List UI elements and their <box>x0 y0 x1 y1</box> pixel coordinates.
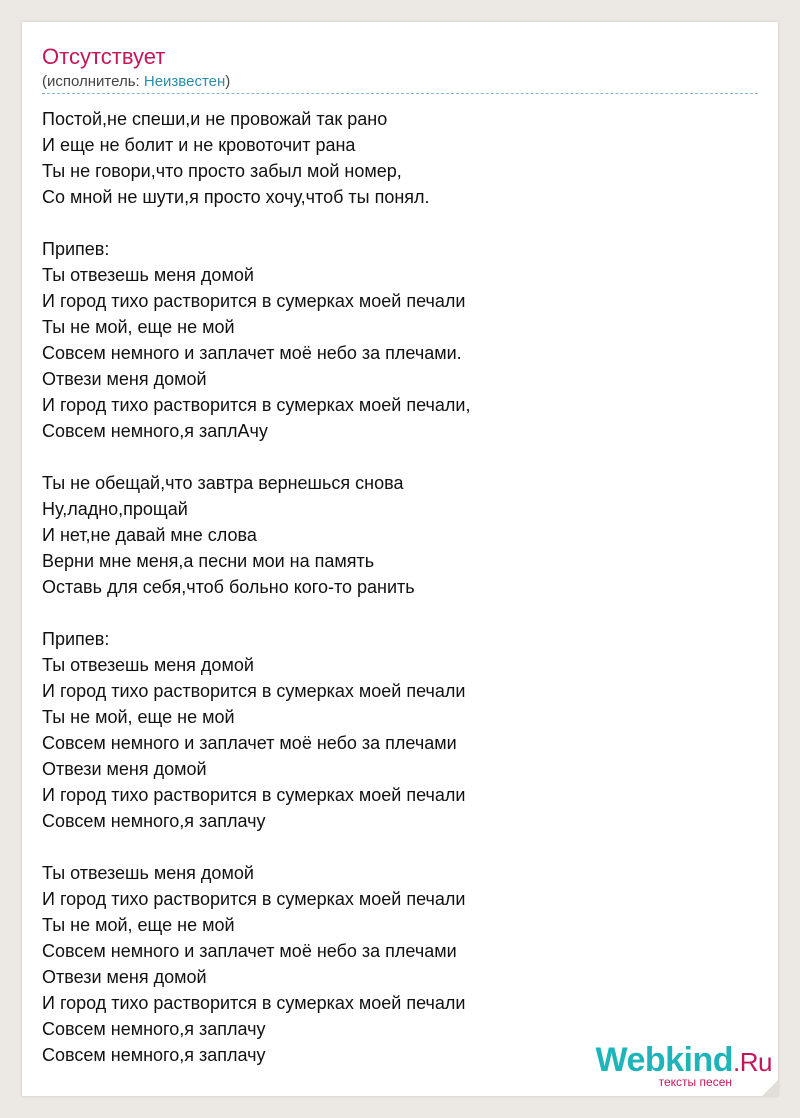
lyric-line: Ты отвезешь меня домой <box>42 863 254 883</box>
lyric-line: И нет,не давай мне слова <box>42 525 257 545</box>
artist-link[interactable]: Неизвестен <box>143 73 226 90</box>
lyric-line: И город тихо растворится в сумерках моей печали, <box>42 395 471 415</box>
lyric-line: Совсем немного,я заплачу <box>42 1019 266 1039</box>
lyric-line: Совсем немного и заплачет моё небо за плечами <box>42 941 457 961</box>
lyric-line: И еще не болит и не кровоточит рана <box>42 135 356 155</box>
lyric-line: Ты отвезешь меня домой <box>42 655 254 675</box>
lyrics-body <box>42 106 758 1068</box>
lyrics-page <box>22 22 778 1096</box>
brand-tld: .Ru <box>733 1047 772 1077</box>
lyric-line: Ты не мой, еще не мой <box>42 707 235 727</box>
lyric-line: Верни мне меня,а песни мои на память <box>42 551 375 571</box>
lyric-line: Совсем немного,я заплачу <box>42 811 266 831</box>
header-divider <box>42 93 758 94</box>
artist-line <box>42 73 230 91</box>
song-title: Отсутствует <box>42 44 166 69</box>
brand-tagline: тексты песен <box>658 1075 732 1089</box>
lyric-line: Совсем немного,я заплачу <box>42 1045 266 1065</box>
lyric-line: Совсем немного и заплачет моё небо за плечами. <box>42 343 462 363</box>
lyric-line: И город тихо растворится в сумерках моей печали <box>42 681 466 701</box>
stanza-gap <box>42 210 758 236</box>
lyric-line: Совсем немного,я заплАчу <box>42 421 268 441</box>
lyric-line: Отвези меня домой <box>42 759 207 779</box>
lyric-line: Со мной не шути,я просто хочу,чтоб ты понял. <box>42 187 430 207</box>
lyric-line: Отвези меня домой <box>42 967 207 987</box>
brand-name: Webkind <box>595 1041 734 1079</box>
lyric-line: Совсем немного и заплачет моё небо за плечами <box>42 733 457 753</box>
lyric-line: И город тихо растворится в сумерках моей печали <box>42 993 466 1013</box>
lyric-line: Ты не мой, еще не мой <box>42 915 235 935</box>
lyric-line: Ты не говори,что просто забыл мой номер, <box>42 161 402 181</box>
lyric-line: Отвези меня домой <box>42 369 207 389</box>
lyric-line: И город тихо растворится в сумерках моей печали <box>42 889 466 909</box>
lyric-line: Припев: <box>42 239 110 259</box>
lyric-line: Постой,не спеши,и не провожай так рано <box>42 109 388 129</box>
stanza-gap <box>42 444 758 470</box>
stanza-gap <box>42 834 758 860</box>
artist-suffix: ) <box>225 73 231 90</box>
page-curl-corner <box>762 1080 778 1096</box>
lyric-line: Ты не обещай,что завтра вернешься снова <box>42 473 404 493</box>
lyric-line: И город тихо растворится в сумерках моей печали <box>42 291 466 311</box>
lyric-line: Ты не мой, еще не мой <box>42 317 235 337</box>
artist-prefix: (исполнитель: <box>42 73 144 90</box>
lyric-line: Ты отвезешь меня домой <box>42 265 254 285</box>
lyric-line: И город тихо растворится в сумерках моей печали <box>42 785 466 805</box>
webkind-logo[interactable] <box>576 1040 772 1088</box>
lyric-line: Оставь для себя,чтоб больно кого-то ранить <box>42 577 415 597</box>
stanza-gap <box>42 600 758 626</box>
lyric-line: Ну,ладно,прощай <box>42 499 188 519</box>
lyric-line: Припев: <box>42 629 110 649</box>
